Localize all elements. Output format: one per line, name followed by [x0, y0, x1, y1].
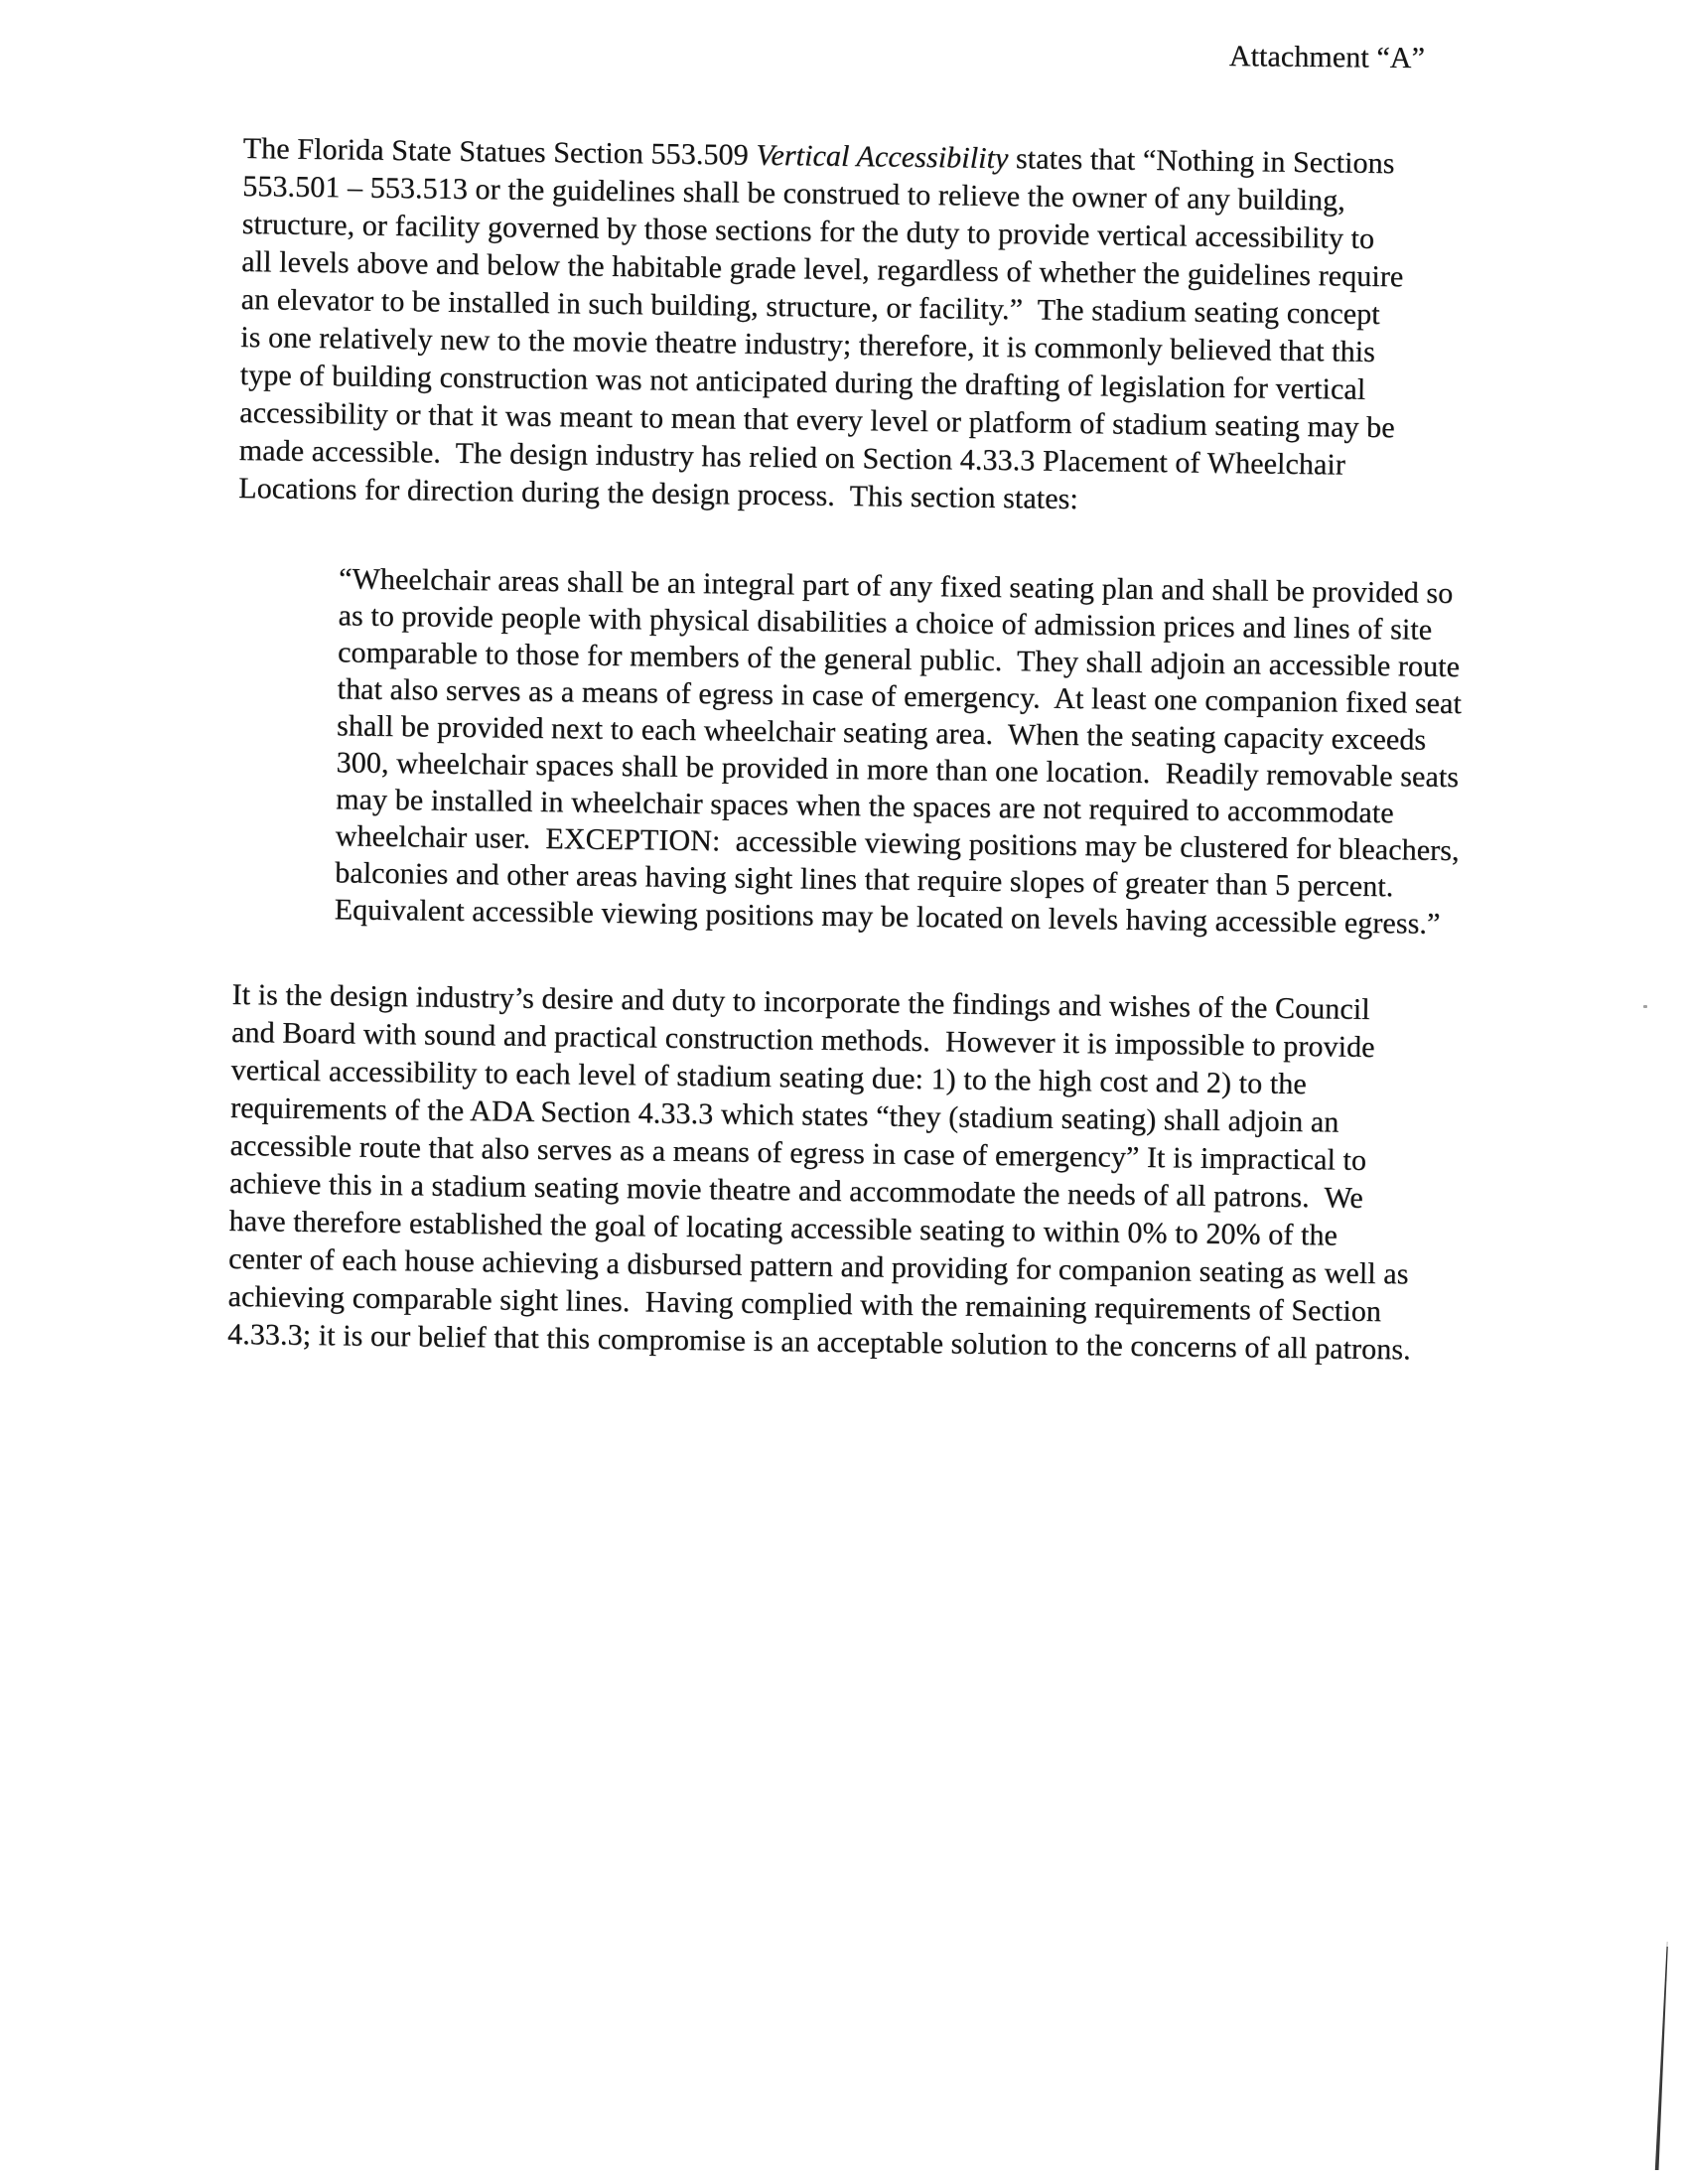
document-body: [226, 130, 1470, 1370]
scan-speck-artifact: [1643, 1005, 1647, 1008]
intro-text-before: The Florida State Statues Section 553.509: [242, 131, 757, 172]
intro-paragraph: [238, 130, 1412, 522]
scan-line-artifact: [1646, 1942, 1676, 2175]
statute-block-quote: “Wheelchair areas shall be an integral part of any fixed seating plan and shall be provided so as to provide people with physical disabilities a choice of admission prices and lines of site comparable to those for members of the general public. They shall adjoin an accessible route that also serves as a means of egress in case of emergency. At least one companion fixed seat shall be provided next to each wheelchair seating area. When the seating capacity exceeds 300, wheelchair spaces shall be provided in more than one location. Readily removable seats may be installed in wheelchair spaces when the spaces are not required to accommodate wheelchair user. EXCEPTION: accessible viewing positions may be clustered for bleachers, balconies and other areas having sight lines that require slopes of greater than 5 percent. Equivalent accessible viewing positions may be located on levels having accessible egress.”: [334, 562, 1470, 941]
intro-statute-title: Vertical Accessibility: [756, 138, 1009, 176]
intro-text-after: states that “Nothing in Sections 553.501 – 553.513 or the guidelines shall be construed to relieve the owner of any building, structure, or facility governed by those sections for the duty to provide vertical accessibility to all levels above and below the habitable grade level, regardless of whether the guidelines require an elevator to be installed in such building, structure, or facility.” The stadium seating concept is one relatively new to the movie theatre industry; therefore, it is commonly believed that this type of building construction was not anticipated during the drafting of legislation for vertical accessibility or that it was meant to mean that every level or platform of stadium seating may be made accessible. The design industry has relied on Section 4.33.3 Placement of Wheelchair Locations for direction during the design process. This section states:: [238, 142, 1412, 516]
closing-paragraph: It is the design industry’s desire and duty to incorporate the findings and wishes of the Council and Board with sound and practical construction methods. However it is impossible to provide vertical accessibility to each level of stadium seating due: 1) to the high cost and 2) to the requirements of the ADA Section 4.33.3 which states “they (stadium seating) shall adjoin an accessible route that also serves as a means of egress in case of emergency” It is impractical to achieve this in a stadium seating movie theatre and accommodate the needs of all patrons. We have therefore established the goal of locating accessible seating to within 0% to 20% of the center of each house achieving a disbursed pattern and providing for companion seating as well as achieving comparable sight lines. Having complied with the remaining requirements of Section 4.33.3; it is our belief that this compromise is an acceptable solution to the concerns of all patrons.: [226, 977, 1417, 1367]
attachment-header: Attachment “A”: [1228, 40, 1426, 75]
